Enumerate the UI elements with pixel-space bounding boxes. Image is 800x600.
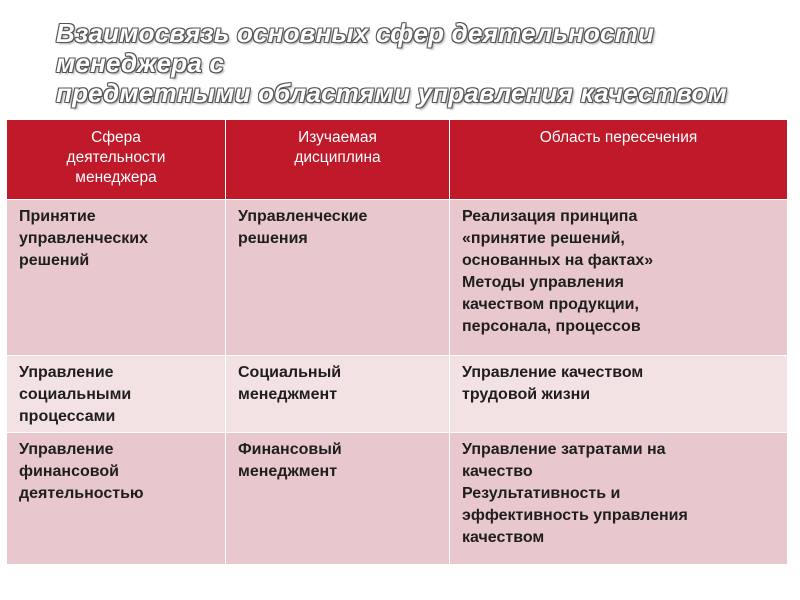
- cell-sphere: [7, 433, 226, 565]
- header-discipline-line: дисциплина: [294, 149, 381, 166]
- cell-intersection: [450, 433, 788, 565]
- cell-line: персонала, процессов: [462, 318, 641, 335]
- cell-line: финансовой: [19, 463, 119, 480]
- header-intersection-line: Область пересечения: [539, 129, 698, 146]
- cell-line: Методы управления: [462, 274, 625, 291]
- cell-intersection: [450, 356, 788, 433]
- cell-line: социальными: [19, 386, 132, 403]
- cell-sphere: [7, 200, 226, 356]
- cell-line: Управление качеством: [462, 364, 644, 381]
- cell-line: Управление затратами на: [462, 441, 666, 458]
- quality-management-table: [6, 119, 788, 565]
- header-sphere-line: менеджера: [75, 169, 157, 186]
- cell-line: менеджмент: [238, 463, 338, 480]
- cell-discipline: [226, 356, 450, 433]
- slide-title-line-2: предметными областями управления качеством: [56, 78, 728, 108]
- cell-line: качеством: [462, 529, 545, 546]
- cell-intersection: [450, 200, 788, 356]
- cell-line: качество: [462, 463, 533, 480]
- cell-line: управленческих: [19, 230, 148, 247]
- cell-line: решений: [19, 252, 90, 269]
- cell-discipline: [226, 200, 450, 356]
- cell-line: Управление: [19, 364, 114, 381]
- cell-line: эффективность управления: [462, 507, 688, 524]
- cell-line: трудовой жизни: [462, 386, 591, 403]
- cell-line: менеджмент: [238, 386, 338, 403]
- header-sphere: [7, 120, 226, 200]
- header-discipline: [226, 120, 450, 200]
- cell-line: Управление: [19, 441, 114, 458]
- cell-discipline: [226, 433, 450, 565]
- cell-line: Реализация принципа: [462, 208, 638, 225]
- cell-line: Принятие: [19, 208, 96, 225]
- cell-line: Управленческие: [238, 208, 368, 225]
- cell-line: Социальный: [238, 364, 342, 381]
- table-row: [7, 200, 788, 356]
- header-discipline-line: Изучаемая: [298, 129, 377, 146]
- table-row: [7, 433, 788, 565]
- cell-line: качеством продукции,: [462, 296, 639, 313]
- header-sphere-line: деятельности: [66, 149, 166, 166]
- cell-line: Результативность и: [462, 485, 621, 502]
- cell-line: решения: [238, 230, 308, 247]
- cell-sphere: [7, 356, 226, 433]
- table-row: [7, 356, 788, 433]
- cell-line: деятельностью: [19, 485, 144, 502]
- slide-title: [56, 18, 776, 108]
- table-header-row: [7, 120, 788, 200]
- slide-title-line-1: Взаимосвязь основных сфер деятельности менеджера с: [56, 18, 655, 78]
- cell-line: процессами: [19, 408, 116, 425]
- cell-line: «принятие решений,: [462, 230, 625, 247]
- header-intersection: [450, 120, 788, 200]
- header-sphere-line: Сфера: [91, 129, 141, 146]
- cell-line: основанных на фактах»: [462, 252, 654, 269]
- cell-line: Финансовый: [238, 441, 342, 458]
